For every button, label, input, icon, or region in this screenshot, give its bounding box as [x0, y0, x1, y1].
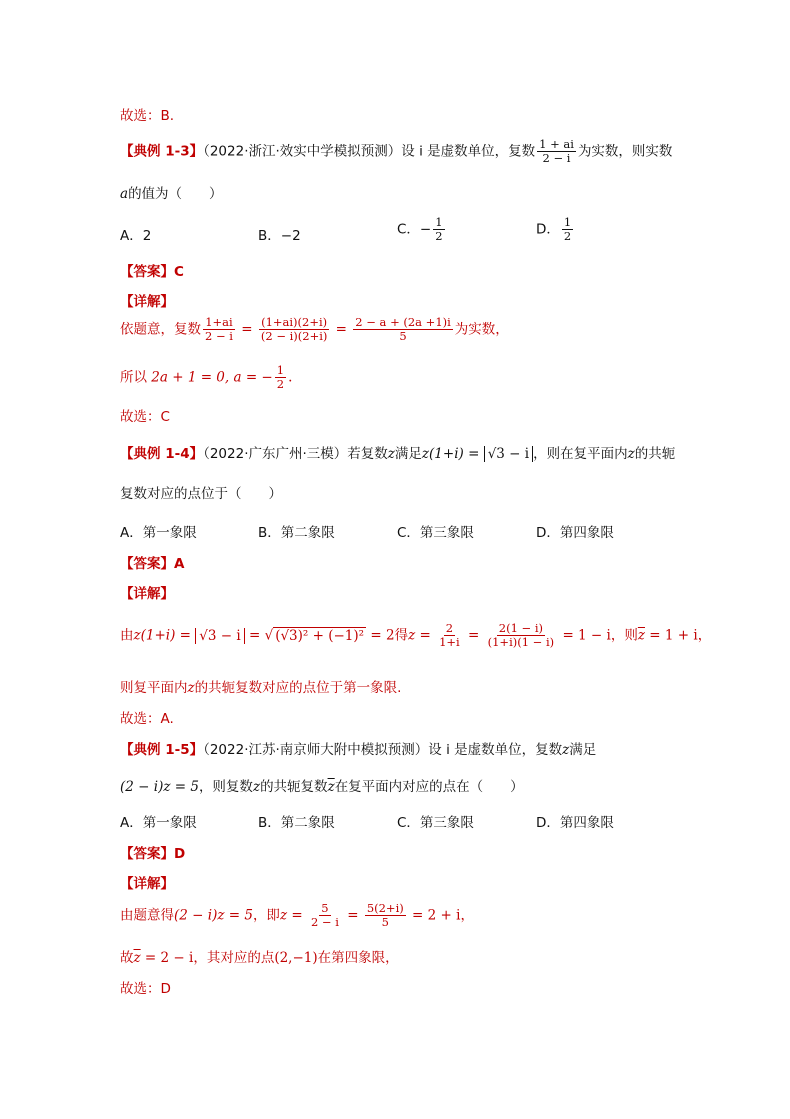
option-b: B．第二象限: [258, 525, 335, 541]
example-text: （2022·浙江·效实中学模拟预测）设 i 是虚数单位，复数: [203, 143, 536, 160]
solution-1-4-line1: 由z(1+i) = √3 − i = √ (√3)² + (−1)² = 2得z = $\frac{2}{1+i}$ = $\frac{2(1 - i)}{(1+i)(1 - i)}$ = 1 − i，则$\overline{z} = 1 + i$，: [120, 621, 712, 650]
example-1-3-line2: a的值为（ ）: [120, 186, 223, 202]
option-c: C．− $\frac{1}{2}$: [397, 215, 443, 244]
option-d: D．第四象限: [536, 525, 614, 541]
example-1-5-line2: (2 − i)z = 5，则复数z的共轭复数$\overline{z}$在复平面内对应的点在（ ）: [120, 779, 524, 795]
option-b: B．第二象限: [258, 815, 335, 831]
solution-1-5-line1: 由题意得(2 − i)z = 5，即z = $\frac{5}{2 - i}$ = $\frac{5(2+i)}{5}$ = 2 + i，: [120, 901, 474, 930]
option-a: A．第一象限: [120, 815, 197, 831]
answer-line: 故选：B.: [120, 108, 175, 124]
example-1-4-line2: 复数对应的点位于（ ）: [120, 486, 282, 502]
example-1-3-header: 【典例 1-3】（2022·浙江·效实中学模拟预测）设 i 是虚数单位，复数 $\frac{1 + ai}{2 - i}$ 为实数，则实数: [120, 137, 673, 166]
solution-1-3-line2: 所以 2a + 1 = 0, a = − $\frac{1}{2}$ .: [120, 363, 293, 392]
detail-label: 【详解】: [120, 876, 174, 892]
option-c: C．第三象限: [397, 525, 474, 541]
answer-line: 故选：C: [120, 409, 170, 425]
solution-1-5-line2: 故$\overline{z} = 2 - i$，其对应的点(2,−1)在第四象限，: [120, 950, 399, 966]
option-b: B．−2: [258, 228, 301, 244]
fraction: $\frac{1 + ai}{2 - i}$: [539, 137, 574, 166]
answer-label: 【答案】D: [120, 846, 186, 862]
answer-label: 【答案】A: [120, 556, 185, 572]
detail-label: 【详解】: [120, 294, 174, 310]
solution-1-3-line1: 依题意，复数 $\frac{1+ai}{2 - i}$ = $\frac{(1+ai)(2+i)}{(2 - i)(2+i)}$ = $\frac{2 - a + (2a +1)i}{5}$ 为实数，: [120, 315, 509, 344]
example-1-4-header: 【典例 1-4】（2022·广东广州·三模）若复数z满足z(1+i) = √3 − i ，则在复平面内z的共轭: [120, 446, 676, 462]
option-c: C．第三象限: [397, 815, 474, 831]
answer-label: 【答案】C: [120, 264, 184, 280]
option-a: A．第一象限: [120, 525, 197, 541]
solution-1-4-line2: 则复平面内z的共轭复数对应的点位于第一象限.: [120, 680, 402, 696]
answer-line: 故选：D: [120, 981, 171, 997]
answer-line: 故选：A.: [120, 711, 174, 727]
option-d: D． $\frac{1}{2}$: [536, 215, 572, 244]
option-a: A．2: [120, 228, 152, 244]
option-d: D．第四象限: [536, 815, 614, 831]
example-tag: 【典例 1-3】: [120, 143, 204, 160]
example-1-5-header: 【典例 1-5】（2022·江苏·南京师大附中模拟预测）设 i 是虚数单位，复数z满足: [120, 742, 597, 758]
detail-label: 【详解】: [120, 586, 174, 602]
